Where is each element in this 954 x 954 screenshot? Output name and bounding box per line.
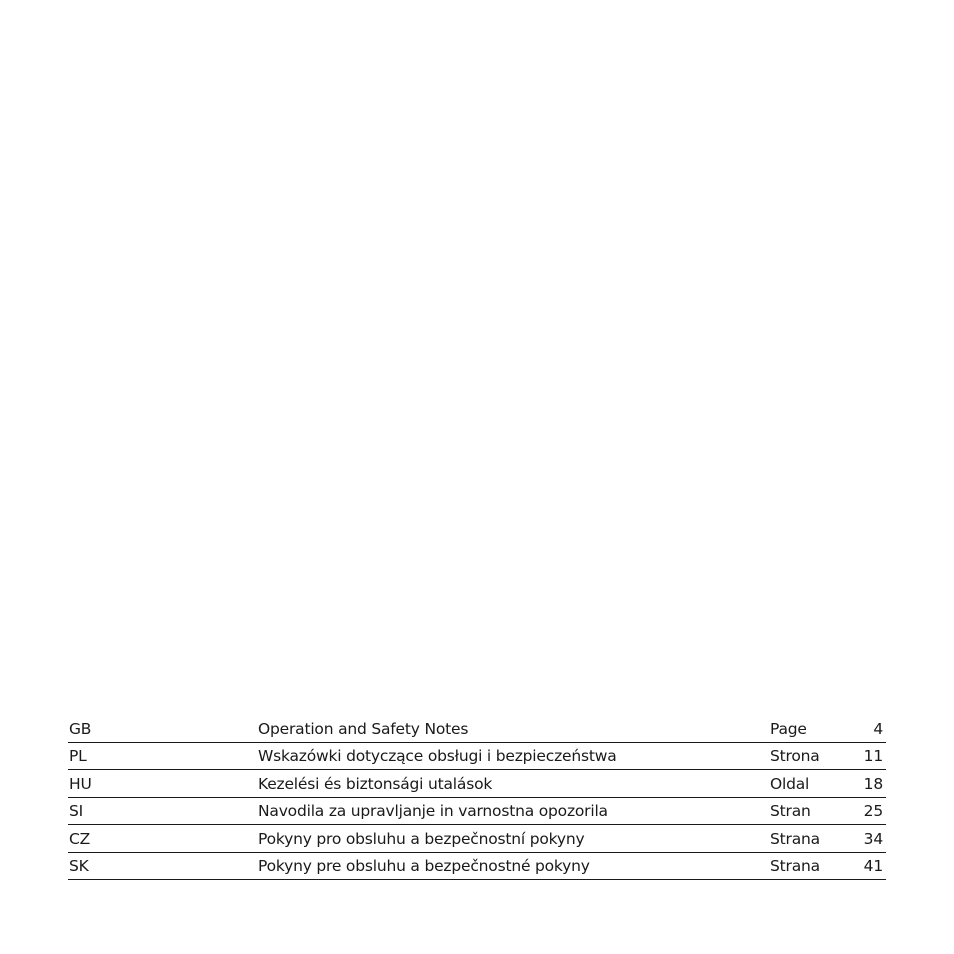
section-title: Pokyny pre obsluhu a bezpečnostné pokyny [258, 857, 590, 875]
page-number: 41 [863, 857, 883, 875]
page-number: 25 [863, 802, 883, 820]
toc-row-cz[interactable] [68, 825, 886, 853]
page-number: 18 [863, 774, 883, 793]
toc-row-sk[interactable] [68, 853, 886, 881]
toc-row-pl[interactable] [68, 743, 886, 771]
page-label: Strana [770, 829, 820, 848]
page-label: Oldal [770, 774, 810, 793]
section-title: Navodila za upravljanje in varnostna opozorila [258, 802, 608, 820]
toc-row-hu[interactable] [68, 770, 886, 798]
page-label: Stran [770, 802, 811, 820]
section-title: Operation and Safety Notes [258, 719, 469, 738]
page-number: 4 [873, 719, 883, 738]
language-code: GB [69, 719, 92, 738]
section-title: Wskazówki dotyczące obsługi i bezpieczeństwa [258, 747, 617, 765]
language-code: CZ [69, 829, 91, 848]
table-of-contents [68, 715, 886, 880]
page-label: Strana [770, 857, 820, 875]
page-number: 11 [863, 747, 883, 765]
section-title: Pokyny pro obsluhu a bezpečnostní pokyny [258, 829, 585, 848]
page-number: 34 [863, 829, 883, 848]
page-label: Strona [770, 747, 820, 765]
toc-row-gb[interactable] [68, 715, 886, 743]
language-code: SK [69, 857, 89, 875]
page-label: Page [770, 719, 807, 738]
language-code: PL [69, 747, 87, 765]
toc-row-si[interactable] [68, 798, 886, 826]
language-code: HU [69, 774, 92, 793]
section-title: Kezelési és biztonsági utalások [258, 774, 493, 793]
language-code: SI [69, 802, 84, 820]
